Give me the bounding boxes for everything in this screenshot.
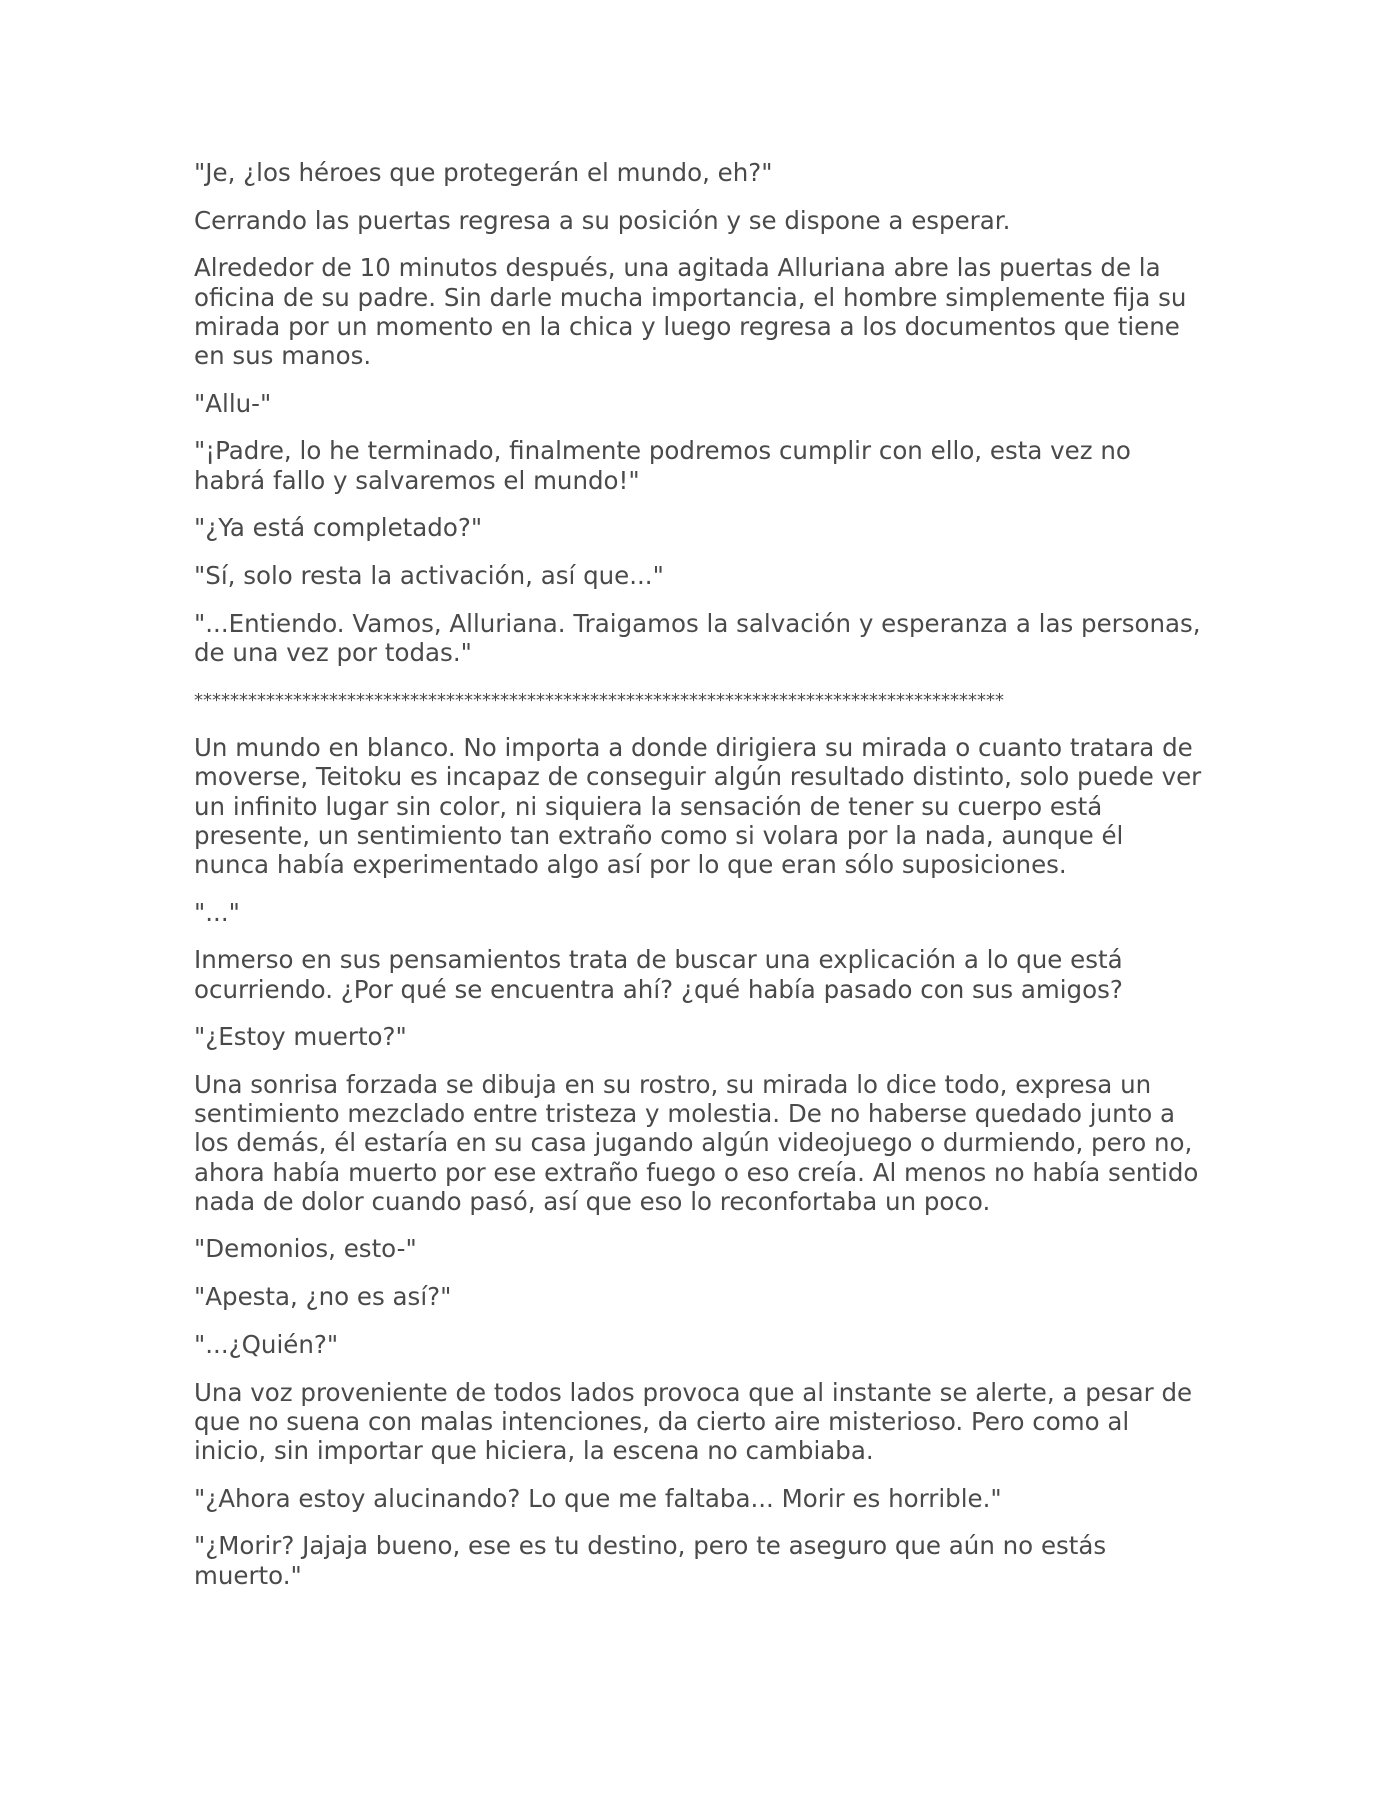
paragraph: "...Entiendo. Vamos, Alluriana. Traigamos la salvación y esperanza a las personas, de una vez por todas." xyxy=(194,608,1201,667)
paragraph: Una voz proveniente de todos lados provoca que al instante se alerte, a pesar de que no suena con malas intenciones, da cierto aire misterioso. Pero como al inicio, sin importar que hiciera, la escena no cambiaba. xyxy=(194,1377,1193,1465)
paragraph: "¿Ya está completado?" xyxy=(194,513,483,543)
paragraph: Un mundo en blanco. No importa a donde dirigiera su mirada o cuanto tratara de moverse, Teitoku es incapaz de conseguir algún resultado distinto, solo puede ver un infinito lugar sin color, ni siquiera la sensación de tener su cuerpo está presente, un sentimiento tan extraño como si volara por la nada, aunque él nunca había experimentado algo así por lo que eran sólo suposiciones. xyxy=(194,733,1202,879)
paragraph: Cerrando las puertas regresa a su posición y se dispone a esperar. xyxy=(194,205,1011,235)
paragraph: "¿Ahora estoy alucinando? Lo que me faltaba... Morir es horrible." xyxy=(194,1483,1002,1513)
paragraph: "Apesta, ¿no es así?" xyxy=(194,1282,452,1312)
paragraph: "Allu-" xyxy=(194,388,272,418)
paragraph: Una sonrisa forzada se dibuja en su rostro, su mirada lo dice todo, expresa un sentimiento mezclado entre tristeza y molestia. De no haberse quedado junto a los demás, él estaría en su casa jugando algún videojuego o durmiendo, pero no, ahora había muerto por ese extraño fuego o eso creía. Al menos no había sentido nada de dolor cuando pasó, así que eso lo reconfortaba un poco. xyxy=(194,1069,1199,1216)
document-page xyxy=(194,158,1204,1608)
paragraph: "¿Morir? Jajaja bueno, ese es tu destino, pero te aseguro que aún no estás muerto." xyxy=(194,1531,1107,1590)
paragraph: "Sí, solo resta la activación, así que..." xyxy=(194,561,664,591)
paragraph: "¿Estoy muerto?" xyxy=(194,1022,407,1052)
paragraph: "Je, ¿los héroes que protegerán el mundo, eh?" xyxy=(194,158,773,187)
paragraph: Inmerso en sus pensamientos trata de buscar una explicación a lo que está ocurriendo. ¿Por qué se encuentra ahí? ¿qué había pasado con sus amigos? xyxy=(194,945,1123,1004)
paragraph: "...¿Quién?" xyxy=(194,1329,339,1359)
paragraph: "..." xyxy=(194,897,240,927)
paragraph: "Demonios, esto-" xyxy=(194,1234,417,1264)
scene-separator: ****************************************************************************************** xyxy=(194,689,1004,711)
paragraph: Alrededor de 10 minutos después, una agitada Alluriana abre las puertas de la oficina de su padre. Sin darle mucha importancia, el hombre simplemente fija su mirada por un momento en la chica y luego regresa a los documentos que tiene en sus manos. xyxy=(194,253,1187,371)
paragraph: "¡Padre, lo he terminado, finalmente podremos cumplir con ello, esta vez no habrá fallo y salvaremos el mundo!" xyxy=(194,436,1131,495)
